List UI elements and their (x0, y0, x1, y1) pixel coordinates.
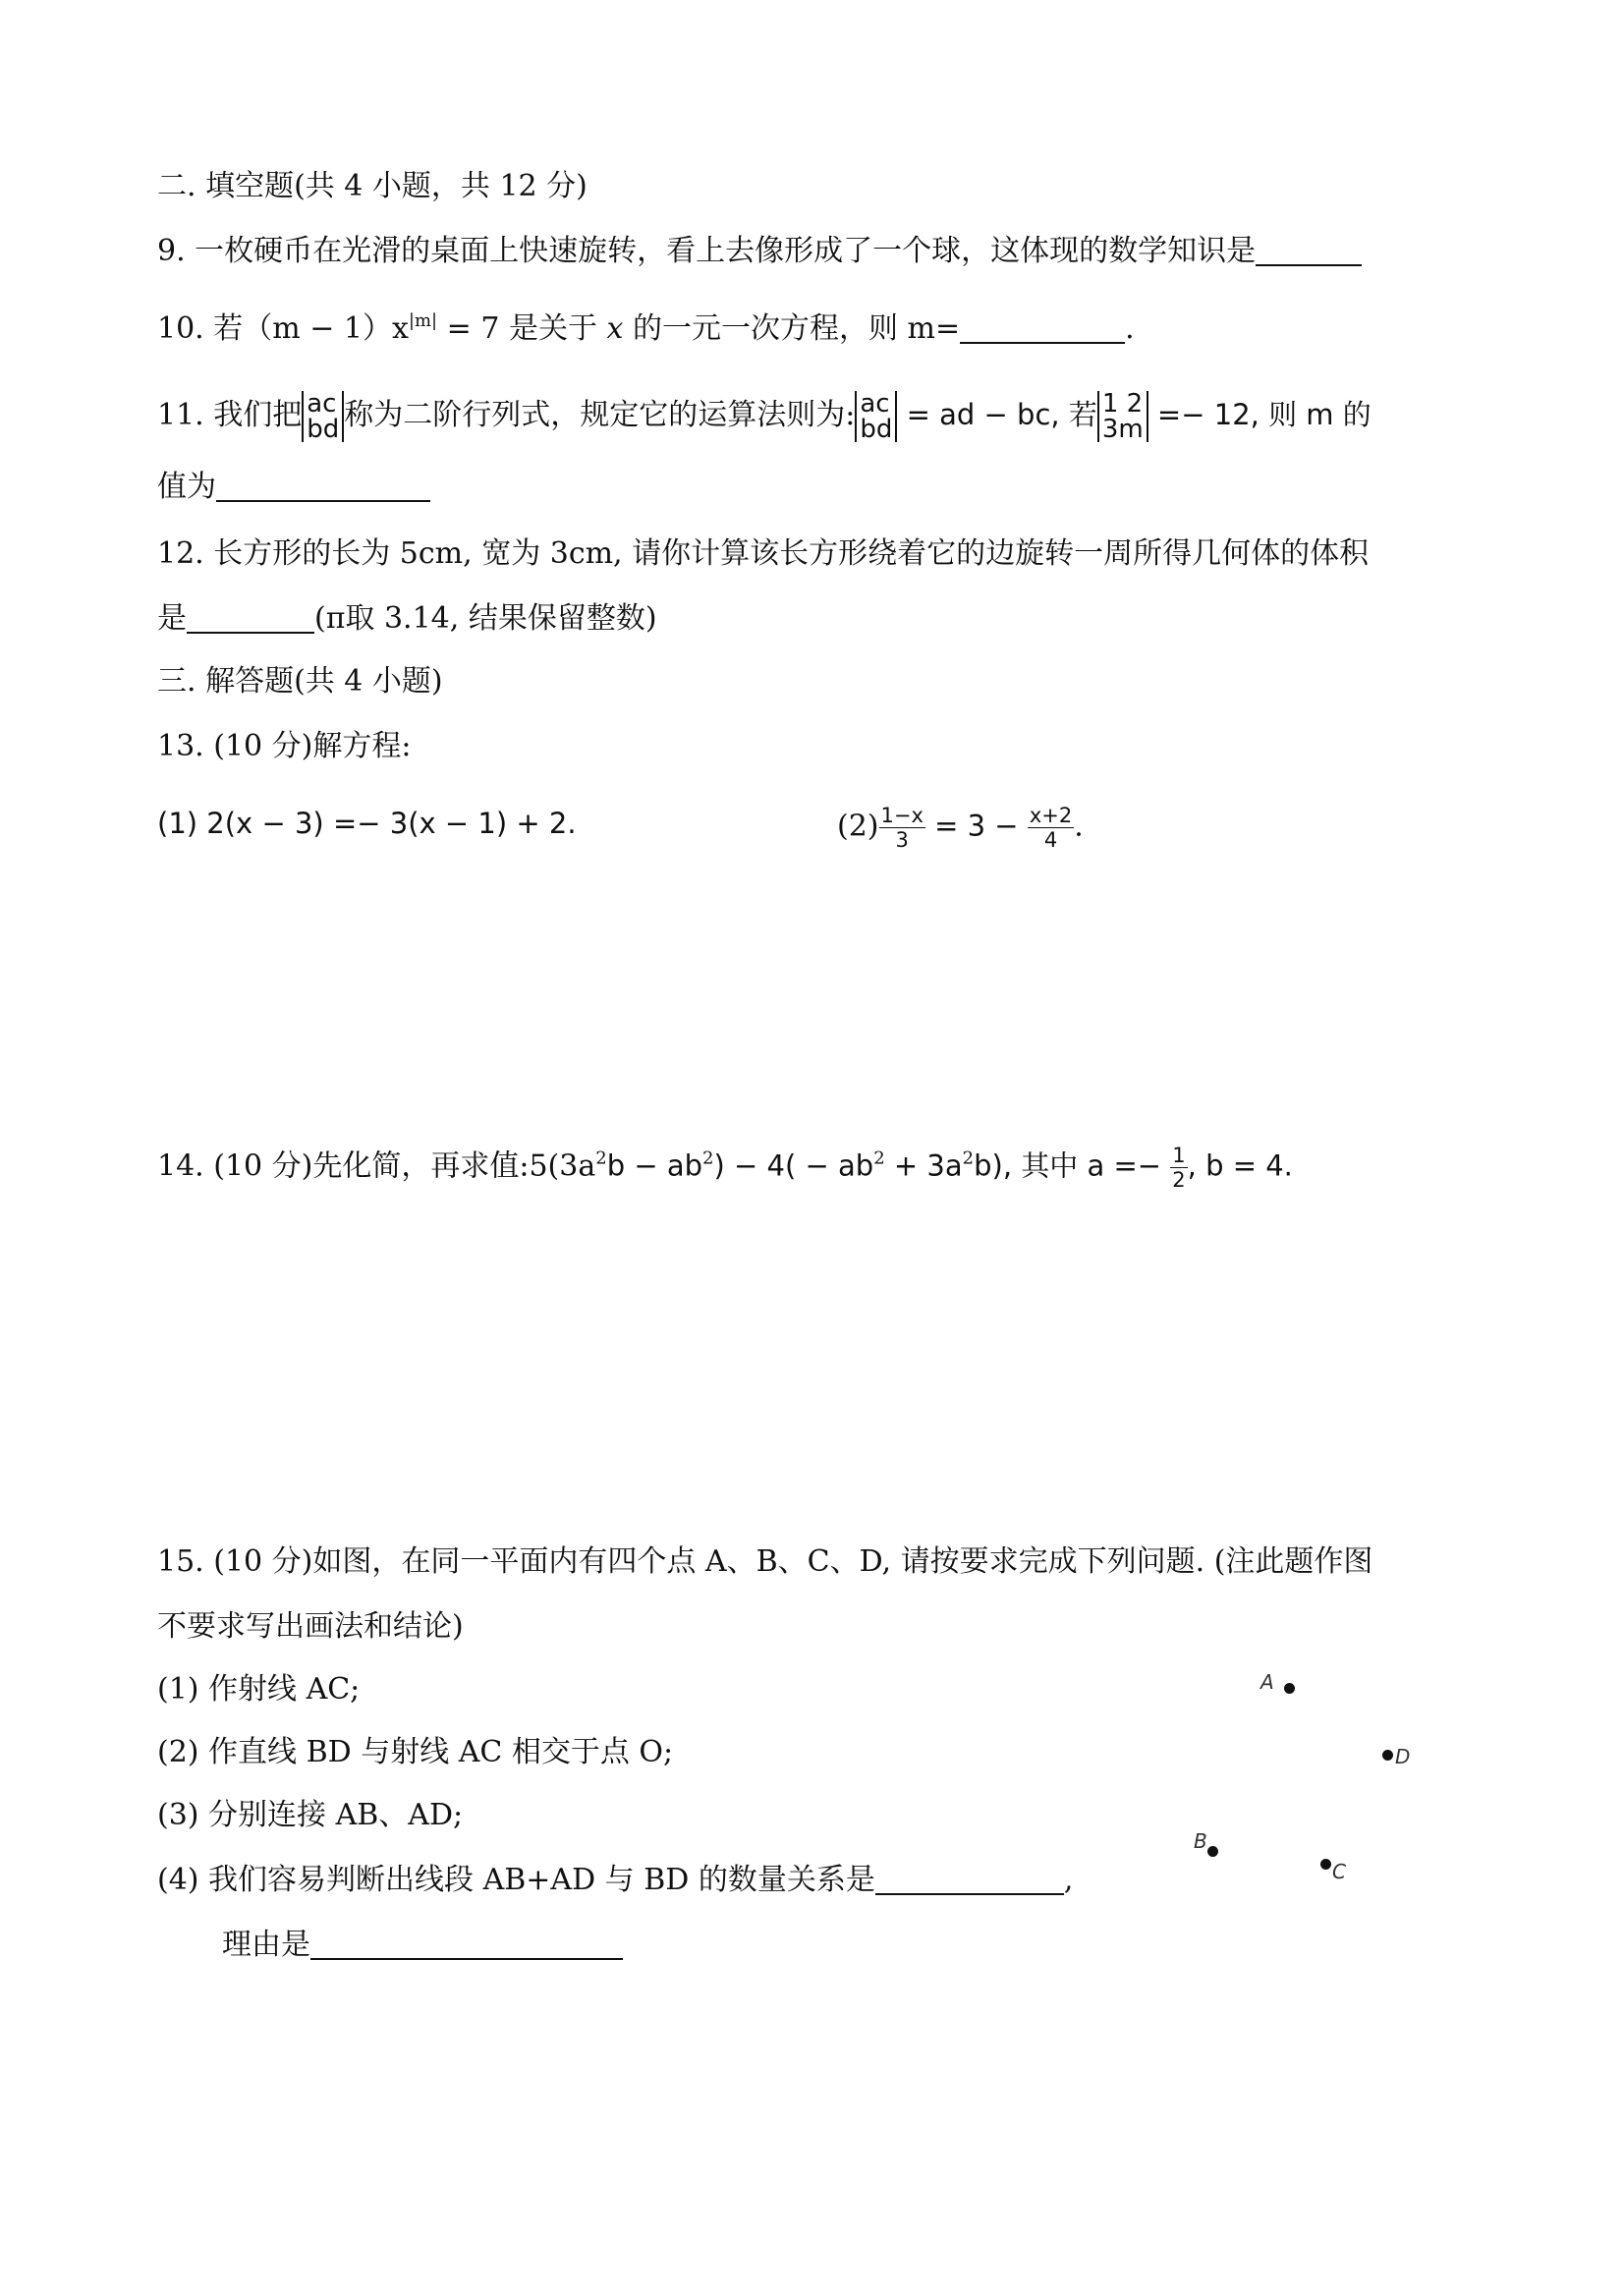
q15-part5 (222, 1926, 623, 1965)
q15-part5-text: 理由是 (222, 1928, 310, 1962)
q14-term-5: , b = 4. (1187, 1148, 1293, 1183)
question-11-line2 (157, 468, 430, 507)
q15-relation-blank[interactable] (875, 1864, 1064, 1895)
q14-fraction: $\frac{1}{2}$ (1172, 1144, 1186, 1192)
q12-line2-prefix: 是 (157, 601, 187, 636)
q11-line2: 值为 (157, 470, 216, 504)
q14-prefix: 14. (10 分)先化简，再求值:5(3a (157, 1148, 596, 1184)
q10-suffix: 的一元一次方程，则 m= (623, 311, 961, 346)
q14-term-4: b), 其中 a =− (974, 1148, 1171, 1183)
q15-part4-end: , (1063, 1863, 1074, 1897)
q10-answer-blank[interactable] (960, 312, 1125, 344)
q12-answer-blank[interactable] (187, 602, 314, 634)
q10-mid: = 7 是关于 (437, 311, 607, 346)
point-label-d: D (1395, 1745, 1411, 1768)
question-11 (157, 391, 1371, 442)
q13-part2-prefix: (2) (837, 809, 879, 844)
q14-sup-4: 2 (962, 1148, 975, 1169)
q13-part2 (837, 804, 1084, 852)
point-label-c: C (1332, 1860, 1346, 1883)
q13-part2-end: . (1074, 809, 1084, 844)
q11-answer-blank[interactable] (216, 471, 430, 502)
point-d (1382, 1750, 1393, 1761)
q12-line2-suffix: (π取 3.14, 结果保留整数) (314, 601, 657, 636)
point-b (1207, 1846, 1218, 1857)
question-9 (157, 232, 1362, 271)
q15-part4-text: (4) 我们容易判断出线段 AB+AD 与 BD 的数量关系是 (157, 1863, 875, 1897)
q11-mid3: =− 12, 则 m 的 (1147, 398, 1371, 431)
q9-answer-blank[interactable] (1256, 235, 1362, 266)
q14-sup-2: 2 (702, 1148, 714, 1169)
q15-part4 (157, 1861, 1073, 1900)
q10-prefix: 10. 若（m − 1）x (157, 311, 409, 346)
point-a (1284, 1683, 1295, 1694)
section2-title: 二. 填空题(共 4 小题，共 12 分) (157, 169, 588, 203)
q15-part2: (2) 作直线 BD 与射线 AC 相交于点 O; (157, 1735, 674, 1769)
q15-part3: (3) 分别连接 AB、AD; (157, 1798, 464, 1832)
q11-prefix: 11. 我们把 (157, 398, 303, 432)
q14-term-2: ) − 4( − ab (713, 1148, 874, 1183)
q13-part2-mid: = 3 − (924, 809, 1028, 843)
question-12-line2 (157, 599, 657, 639)
point-c (1320, 1859, 1331, 1870)
q15-reason-blank[interactable] (310, 1929, 623, 1960)
question-14 (157, 1144, 1293, 1192)
point-label-a: A (1260, 1670, 1274, 1694)
q10-var: x (606, 311, 624, 346)
q14-term-1: b − ab (606, 1148, 703, 1183)
question-12: 12. 长方形的长为 5cm, 宽为 3cm, 请你计算该长方形绕着它的边旋转一周所得几何体的体积 (157, 536, 1370, 571)
q14-term-3: + 3a (884, 1148, 963, 1183)
q14-sup-3: 2 (873, 1148, 885, 1169)
point-label-b: B (1194, 1829, 1207, 1853)
q13-fraction-1: $\frac{1-x}{3}$ (880, 804, 923, 852)
q11-mid1: 称为二阶行列式，规定它的运算法则为: (344, 398, 856, 432)
q13-title: 13. (10 分)解方程: (157, 729, 412, 763)
question-10 (157, 309, 1135, 349)
q11-det-3: 1 2 3m (1097, 391, 1148, 442)
q9-text: 9. 一枚硬币在光滑的桌面上快速旋转，看上去像形成了一个球，这体现的数学知识是 (157, 234, 1257, 268)
section3-title: 三. 解答题(共 4 小题) (157, 664, 443, 699)
q11-det-1: ac bd (302, 391, 344, 442)
q10-end: . (1125, 311, 1135, 346)
q11-det-2: ac bd (855, 391, 897, 442)
q10-exponent: |m| (408, 310, 438, 331)
q11-mid2: = ad − bc, 若 (897, 398, 1097, 431)
q13-part1: (1) 2(x − 3) =− 3(x − 1) + 2. (157, 807, 577, 840)
q15-part1: (1) 作射线 AC; (157, 1672, 361, 1707)
q15-line2: 不要求写出画法和结论) (157, 1609, 464, 1644)
q15-line1: 15. (10 分)如图，在同一平面内有四个点 A、B、C、D, 请按要求完成下列问题. (注此题作图 (157, 1544, 1373, 1579)
q13-fraction-2: $\frac{x+2}{4}$ (1029, 804, 1073, 852)
q14-sup-1: 2 (595, 1148, 607, 1169)
